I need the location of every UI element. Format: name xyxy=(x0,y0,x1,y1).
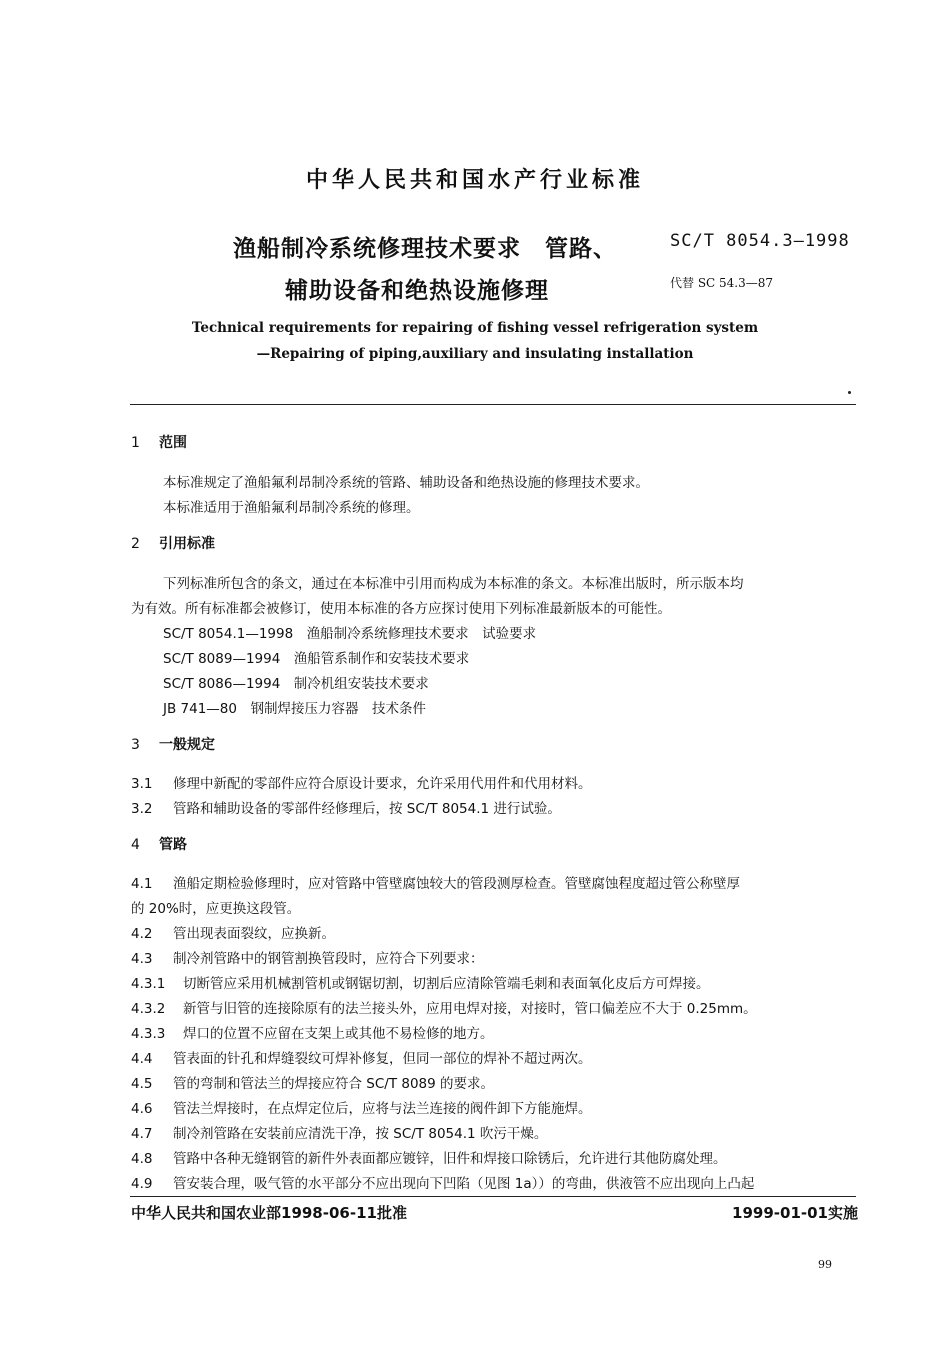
section-title: 管路 xyxy=(159,837,187,853)
reference-item: SC/T 8086—1994 制冷机组安装技术要求 xyxy=(163,676,429,692)
section-title: 引用标准 xyxy=(159,536,215,552)
clause-4-4: 4.4 管表面的针孔和焊缝裂纹可焊补修复，但同一部位的焊补不超过两次。 xyxy=(131,1051,592,1067)
section-3-heading xyxy=(131,734,215,754)
standard-category-title: 中华人民共和国水产行业标准 xyxy=(305,168,644,193)
clause-4-3-2: 4.3.2 新管与旧管的连接除原有的法兰接头外，应用电焊对接，对接时，管口偏差应不大于 0.25mm。 xyxy=(131,1001,757,1017)
standard-title-cn-line1: 渔船制冷系统修理技术要求 管路、 xyxy=(233,236,617,262)
section-1-heading xyxy=(131,432,187,452)
clause-4-9: 4.9 管安装合理，吸气管的水平部分不应出现向下凹陷（见图 1a））的弯曲，供液管不应出现向上凸起 xyxy=(131,1176,755,1192)
implementation-date: 1999-01-01实施 xyxy=(732,1204,858,1222)
stray-dot xyxy=(848,391,851,394)
standard-title-en-line2: —Repairing of piping,auxiliary and insulating installation xyxy=(256,346,694,362)
standard-title-cn-line2: 辅助设备和绝热设施修理 xyxy=(285,278,549,304)
clause-4-3: 4.3 制冷剂管路中的钢管割换管段时，应符合下列要求： xyxy=(131,951,484,967)
page-number: 99 xyxy=(818,1258,832,1271)
clause-3-2: 3.2 管路和辅助设备的零部件经修理后，按 SC/T 8054.1 进行试验。 xyxy=(131,801,561,817)
section-title: 范围 xyxy=(159,435,187,451)
clause-4-5: 4.5 管的弯制和管法兰的焊接应符合 SC/T 8089 的要求。 xyxy=(131,1076,495,1092)
clause-3-1: 3.1 修理中新配的零部件应符合原设计要求，允许采用代用件和代用材料。 xyxy=(131,776,592,792)
reference-item: JB 741—80 钢制焊接压力容器 技术条件 xyxy=(163,701,426,717)
clause-4-2: 4.2 管出现表面裂纹，应换新。 xyxy=(131,926,335,942)
approval-line: 中华人民共和国农业部1998-06-11批准 xyxy=(131,1204,407,1222)
section-4-heading xyxy=(131,834,187,854)
clause-4-7: 4.7 制冷剂管路在安装前应清洗干净，按 SC/T 8054.1 吹污干燥。 xyxy=(131,1126,548,1142)
section-number: 2 xyxy=(131,536,140,552)
clause-4-3-1: 4.3.1 切断管应采用机械割管机或钢锯切割，切割后应清除管端毛刺和表面氧化皮后方可焊接。 xyxy=(131,976,710,992)
standard-code: SC/T 8054.3—1998 xyxy=(670,231,850,251)
standard-title-en-line1: Technical requirements for repairing of fishing vessel refrigeration system xyxy=(191,320,759,336)
clause-4-1: 4.1 渔船定期检验修理时，应对管路中管壁腐蚀较大的管段测厚检查。管壁腐蚀程度超过管公称壁厚 xyxy=(131,876,740,892)
reference-item: SC/T 8089—1994 渔船管系制作和安装技术要求 xyxy=(163,651,470,667)
section-number: 3 xyxy=(131,737,140,753)
reference-item: SC/T 8054.1—1998 渔船制冷系统修理技术要求 试验要求 xyxy=(163,626,537,642)
section-2-paragraph-line1: 下列标准所包含的条文，通过在本标准中引用而构成为本标准的条文。本标准出版时，所示版本均 xyxy=(163,576,744,592)
section-number: 4 xyxy=(131,837,140,853)
replaces-note: 代替 SC 54.3—87 xyxy=(670,276,774,290)
section-title: 一般规定 xyxy=(159,737,215,753)
clause-4-8: 4.8 管路中各种无缝钢管的新件外表面都应镀锌，旧件和焊接口除锈后，允许进行其他防腐处理。 xyxy=(131,1151,727,1167)
section-number: 1 xyxy=(131,435,140,451)
section-2-paragraph-line2: 为有效。所有标准都会被修订，使用本标准的各方应探讨使用下列标准最新版本的可能性。 xyxy=(131,601,671,617)
clause-4-3-3: 4.3.3 焊口的位置不应留在支架上或其他不易检修的地方。 xyxy=(131,1026,494,1042)
section-2-heading xyxy=(131,533,215,553)
clause-4-1-continued: 的 20%时，应更换这段管。 xyxy=(131,901,301,917)
header-divider xyxy=(130,404,856,405)
footer-divider xyxy=(130,1196,856,1197)
clause-4-6: 4.6 管法兰焊接时，在点焊定位后，应将与法兰连接的阀件卸下方能施焊。 xyxy=(131,1101,592,1117)
section-1-paragraph-2: 本标准适用于渔船氟利昂制冷系统的修理。 xyxy=(163,500,420,516)
section-1-paragraph-1: 本标准规定了渔船氟利昂制冷系统的管路、辅助设备和绝热设施的修理技术要求。 xyxy=(163,475,649,491)
